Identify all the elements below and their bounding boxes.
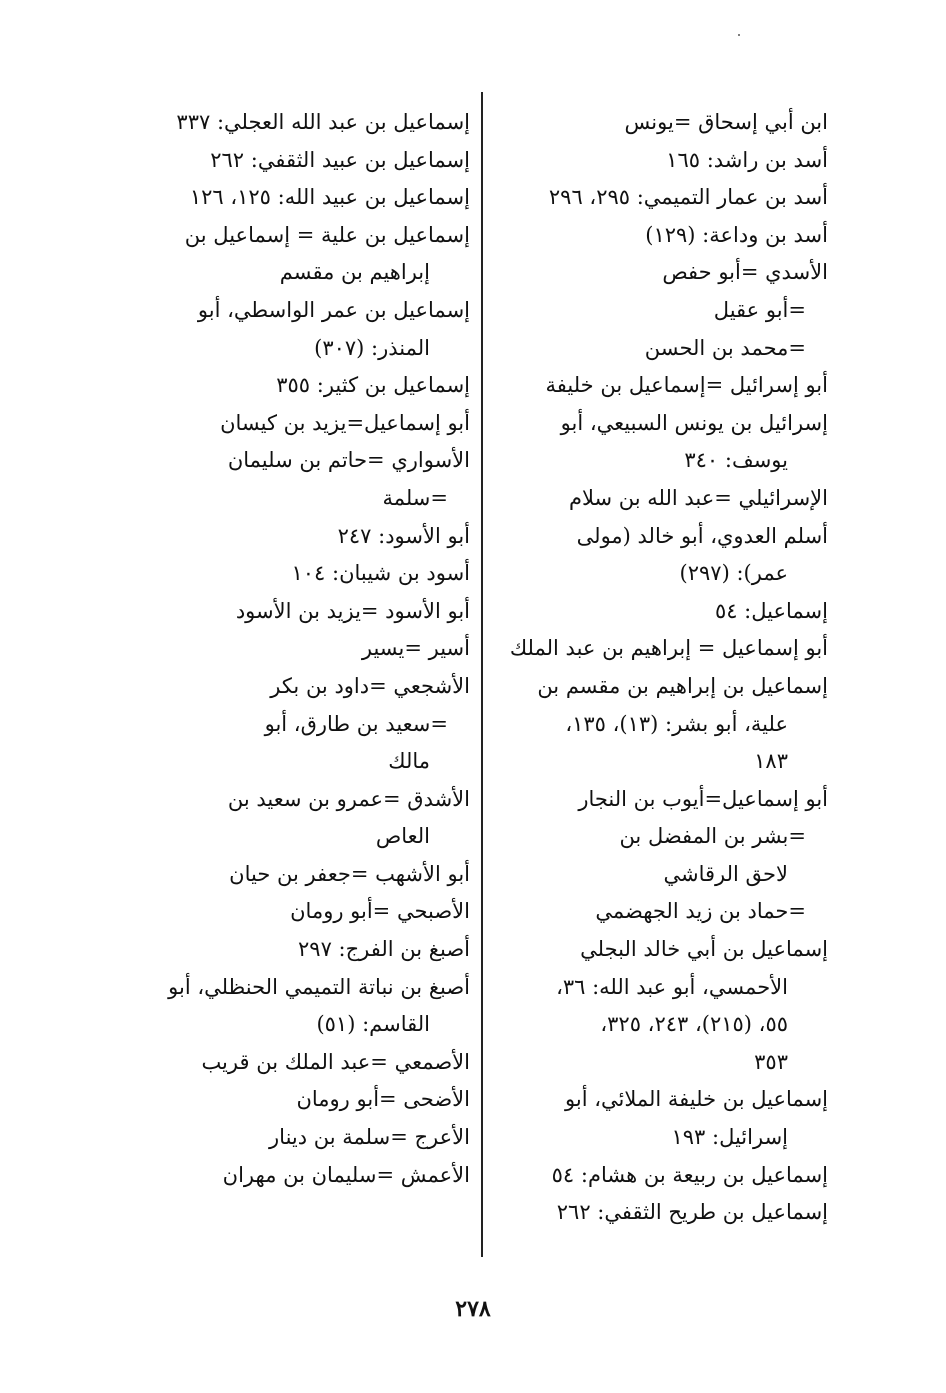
index-entry-line: أسود بن شيبان: ١٠٤ xyxy=(291,561,470,586)
index-entry-line: الأشدق =عمرو بن سعيد بن xyxy=(227,786,470,811)
index-entry-line: ٥٥، (٢١٥)، ٢٤٣، ٣٢٥، xyxy=(600,1012,788,1037)
index-entry-line: الأسدي =أبو حفص xyxy=(662,260,828,285)
page-number: ٢٧٨ xyxy=(455,1296,491,1322)
index-entry-line: إسرائيل: ١٩٣ xyxy=(671,1125,788,1150)
index-entry-line: إسماعيل: ٥٤ xyxy=(714,598,828,623)
index-entry-line: إسماعيل بن عبيد الثقفي: ٢٦٢ xyxy=(210,147,470,172)
index-entry-line: أسد بن وداعة: (١٢٩) xyxy=(645,222,828,247)
index-entry-line: الأعمش =سليمان بن مهران xyxy=(222,1162,470,1187)
index-entry-line: علية، أبو بشر: (١٣)، ١٣٥، xyxy=(565,711,788,736)
index-entry-line: أسير =يسير xyxy=(361,636,470,661)
index-entry-line: إبراهيم بن مقسم xyxy=(279,260,430,285)
index-entry-line: مالك xyxy=(388,749,430,774)
index-column-left xyxy=(130,104,470,1194)
index-entry-line: العاص xyxy=(375,824,430,849)
index-entry-line: =حماد بن زيد الجهضمي xyxy=(595,899,806,924)
index-entry-line: يوسف: ٣٤٠ xyxy=(684,448,788,473)
index-entry-line: إسماعيل بن أبي خالد البجلي xyxy=(580,937,828,962)
index-entry-line: أسد بن راشد: ١٦٥ xyxy=(666,147,828,172)
index-entry-line: إسماعيل بن خليفة الملائي، أبو xyxy=(565,1087,828,1112)
index-entry-line: أسلم العدوي، أبو خالد (مولى xyxy=(576,523,828,548)
index-entry-line: أبو الأسود: ٢٤٧ xyxy=(337,523,470,548)
index-entry-line: أبو إسماعيل = إبراهيم بن عبد الملك xyxy=(509,636,828,661)
index-entry-line: إسماعيل بن علية = إسماعيل بن xyxy=(184,222,470,247)
index-entry-line: ١٨٣ xyxy=(754,749,788,774)
index-entry-line: =محمد بن الحسن xyxy=(644,335,806,360)
index-entry-line: الأصبحي =أبو رومان xyxy=(290,899,470,924)
index-entry-line: إسماعيل بن عبيد الله: ١٢٥، ١٢٦ xyxy=(189,185,470,210)
index-entry-line: أبو الأشهب =جعفر بن حيان xyxy=(229,861,470,886)
index-entry-line: إسماعيل بن عمر الواسطي، أبو xyxy=(197,297,470,322)
index-entry-line: ابن أبي إسحاق =يونس xyxy=(624,110,828,134)
index-entry-line: عمر): (٢٩٧) xyxy=(679,561,788,586)
index-entry-line: الأصمعي =عبد الملك بن قريب xyxy=(201,1049,470,1074)
index-entry-line: القاسم: (٥١) xyxy=(316,1012,430,1037)
index-entry-line: إسماعيل بن كثير: ٣٥٥ xyxy=(276,373,470,398)
index-entry-line: =أبو عقيل xyxy=(713,297,806,322)
speck xyxy=(738,34,740,36)
index-entry-line: المنذر: (٣٠٧) xyxy=(314,335,430,360)
index-entry-line: إسماعيل بن ربيعة بن هشام: ٥٤ xyxy=(551,1162,828,1187)
index-entry-line: الأعرج =سلمة بن دينار xyxy=(269,1125,470,1150)
index-entry-line: إسماعيل بن عبد الله العجلي: ٣٣٧ xyxy=(176,110,470,134)
index-entry-line: أسد بن عمار التميمي: ٢٩٥، ٢٩٦ xyxy=(548,185,828,210)
index-entry-line: إسماعيل بن إبراهيم بن مقسم بن xyxy=(537,673,828,698)
index-entry-line: أصبغ بن الفرج: ٢٩٧ xyxy=(298,937,470,962)
index-entry-line: إسماعيل بن طريح الثقفي: ٢٦٢ xyxy=(556,1200,828,1225)
index-entry-line: =بشر بن المفضل بن xyxy=(619,824,806,849)
index-entry-line: الأشجعي =داود بن بكر xyxy=(270,673,470,698)
index-entry-line: أبو إسرائيل =إسماعيل بن خليفة xyxy=(545,373,828,398)
index-entry-line: =سعيد بن طارق، أبو xyxy=(264,711,448,736)
index-entry-line: الأحمسي، أبو عبد الله: ٣٦، xyxy=(556,974,788,999)
index-entry-line: الأسواري =حاتم بن سليمان xyxy=(227,448,470,473)
index-entry-line: ٣٥٣ xyxy=(754,1049,788,1074)
index-entry-line: الإسرائيلي =عبد الله بن سلام xyxy=(568,485,828,510)
index-entry-line: أصبغ بن نباتة التميمي الحنظلي، أبو xyxy=(168,974,470,999)
index-entry-line: أبو الأسود =يزيد بن الأسود xyxy=(235,598,470,623)
column-divider xyxy=(481,92,483,1257)
index-entry-line: أبو إسماعيل=يزيد بن كيسان xyxy=(220,410,470,435)
index-entry-line: أبو إسماعيل=أيوب بن النجار xyxy=(578,786,828,811)
index-entry-line: إسرائيل بن يونس السبيعي، أبو xyxy=(560,410,828,435)
index-column-right xyxy=(492,104,828,1232)
index-entry-line: لاحق الرقاشي xyxy=(663,861,788,886)
index-entry-line: الأضحى =أبو رومان xyxy=(296,1087,470,1112)
index-entry-line: =سلمة xyxy=(382,485,448,510)
